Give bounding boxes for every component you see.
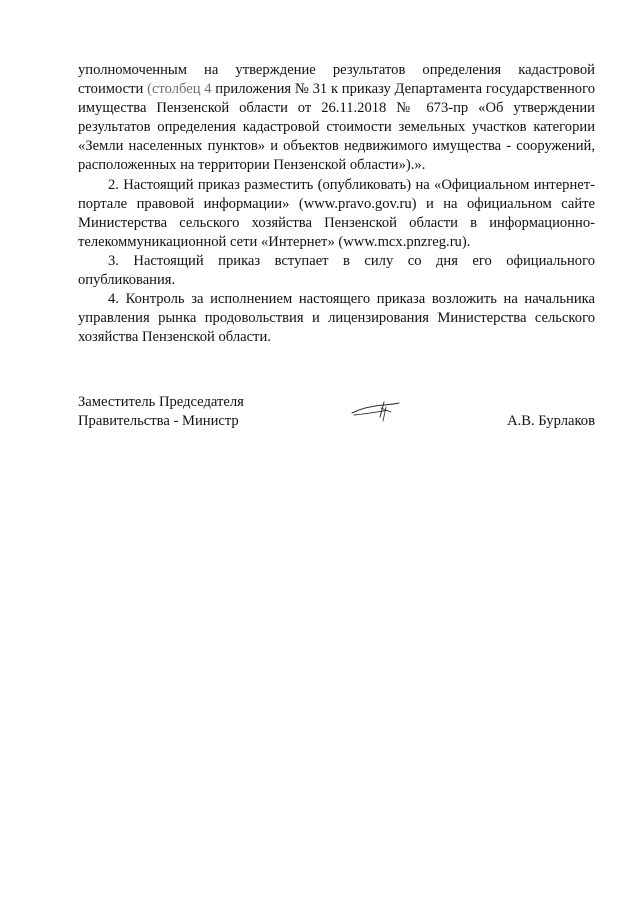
paragraph-item-3: 3. Настоящий приказ вступает в силу со дня его официального опубликования. [78, 252, 595, 289]
signer-title-line-1: Заместитель Председателя [78, 394, 244, 410]
paragraph-continuation-lead: уполномоченным на утверждение результатов определения кадастровой стоимости [78, 62, 595, 98]
signer-title [78, 393, 298, 431]
document-body [78, 61, 595, 347]
signer-name: А.В. Бурлаков [507, 413, 595, 429]
signer-title-line-2: Правительства - Министр [78, 413, 239, 430]
paragraph-continuation-rest: приложения № 31 к приказу Департамента государственного имущества Пензенской области от 26.11.2018 № 673-пр «Об утверждении результатов определения кадастровой стоимости земельных участков категории «Земли населенных пунктов» и объектов недвижимого имущества - сооружений, расположенных на территории Пензенской области»).». [78, 81, 595, 174]
paragraph-continuation [78, 61, 595, 176]
paragraph-continuation-faded: (столбец 4 [147, 81, 212, 98]
signature-block [78, 393, 595, 433]
handwritten-signature [350, 396, 402, 424]
paragraph-item-2: 2. Настоящий приказ разместить (опубликовать) на «Официальном интернет-портале правовой информации» (www.pravo.gov.ru) и на официальном сайте Министерства сельского хозяйства Пензенской области в информационно-телекоммуникационной сети «Интернет» (www.mcx.pnzreg.ru). [78, 176, 595, 250]
paragraph-item-4: 4. Контроль за исполнением настоящего приказа возложить на начальника управления рынка продовольствия и лицензирования Министерства сельского хозяйства Пензенской области. [78, 291, 595, 346]
